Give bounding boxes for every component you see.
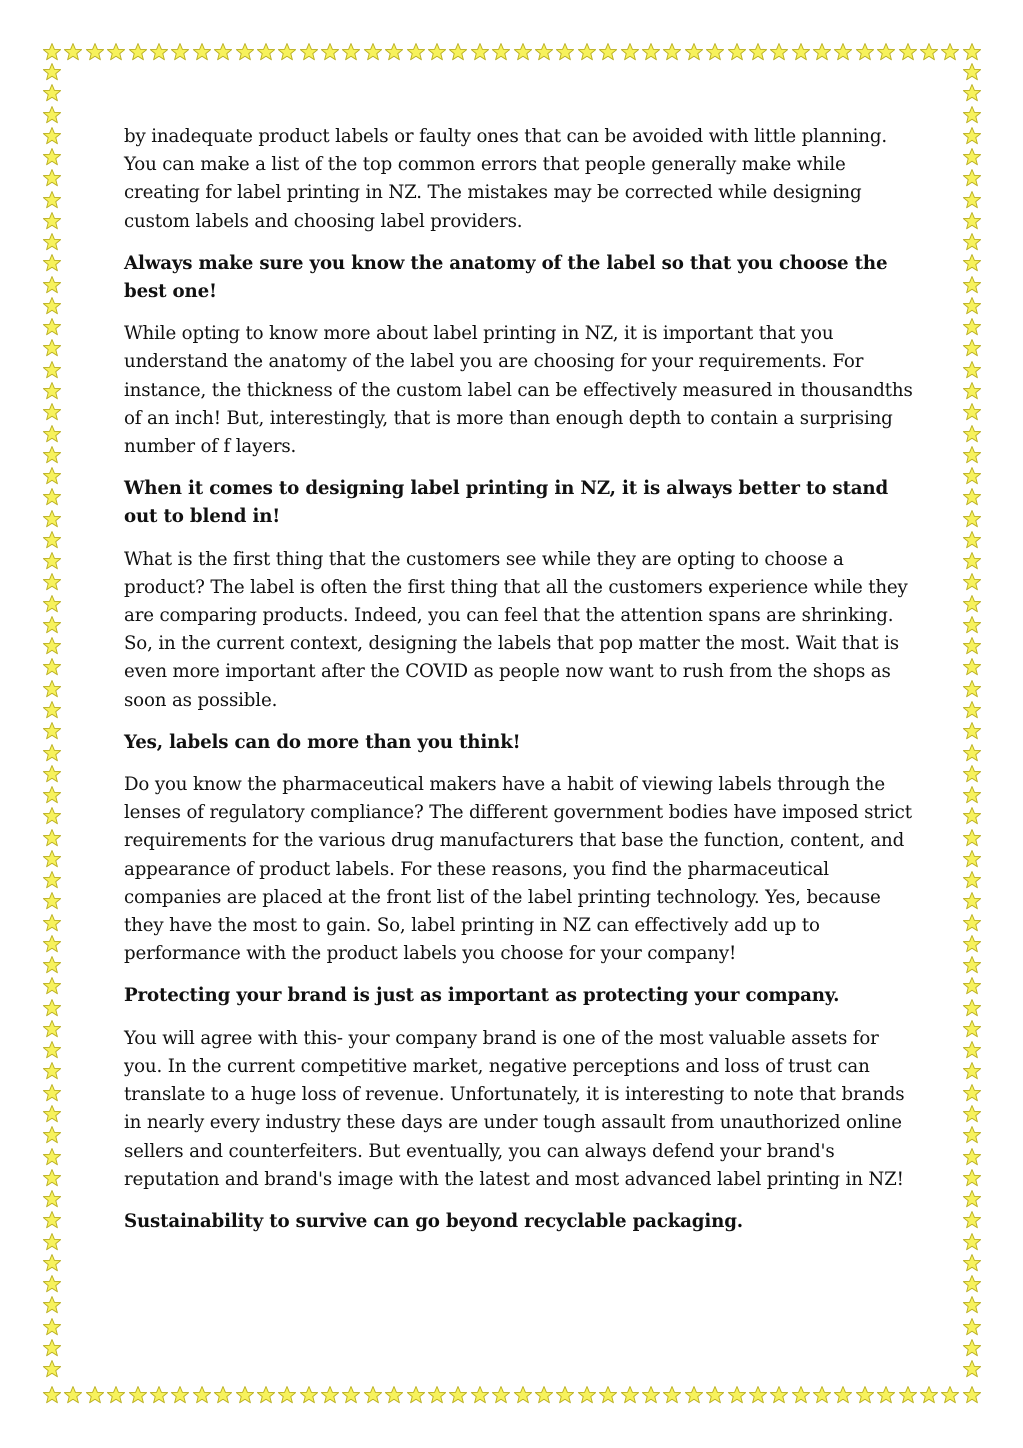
star-icon [42,1040,62,1060]
star-icon [962,1019,982,1039]
star-icon [42,1083,62,1103]
star-icon [42,1019,62,1039]
star-icon [170,42,190,62]
star-icon [42,338,62,358]
star-icon [962,487,982,507]
star-icon [962,657,982,677]
paragraph-stand-out: What is the first thing that the customers see while they are opting to choose a product? The label is often the first thing that all the customers experience while they are comparing products. Indeed, you can feel that the attention spans are shrinking. So, in the current context, designing the labels that pop matter the most. Wait that is even more important after the COVID as people now want to rush from the shops as soon as possible. [124,548,908,711]
star-icon [833,1385,853,1405]
star-icon [962,572,982,592]
star-icon [962,1295,982,1315]
star-icon [320,1385,340,1405]
star-icon [42,721,62,741]
star-icon [962,785,982,805]
star-icon [769,42,789,62]
paragraph-protecting-brand: You will agree with this- your company brand is one of the most valuable assets for you. In the current competitive market, negative perceptions and loss of trust can translate to a huge loss of revenue. Unfortunately, it is interesting to note that brands in nearly every industry these days are under tough assault from unauthorized online sellers and counterfeiters. But eventually, you can always defend your brand's reputation and brand's image with the latest and most advanced label printing in NZ! [124,1027,905,1190]
star-icon [962,721,982,741]
star-icon [898,1385,918,1405]
heading-anatomy: Always make sure you know the anatomy of the label so that you choose the best one! [124,252,888,303]
star-icon [42,253,62,273]
star-icon [962,743,982,763]
star-icon [42,1317,62,1337]
star-icon [42,42,62,62]
star-icon [491,42,511,62]
star-icon [962,976,982,996]
star-icon [962,594,982,614]
star-icon [192,42,212,62]
heading-labels-do-more: Yes, labels can do more than you think! [124,731,521,753]
star-icon [962,317,982,337]
star-icon [42,657,62,677]
star-icon [406,1385,426,1405]
star-icon [962,105,982,125]
star-icon [170,1385,190,1405]
star-icon [491,1385,511,1405]
star-icon [42,360,62,380]
star-icon [727,42,747,62]
star-icon [919,1385,939,1405]
star-icon [534,42,554,62]
star-icon [42,870,62,890]
star-icon [962,296,982,316]
star-icon [620,42,640,62]
star-icon [705,1385,725,1405]
star-icon [42,381,62,401]
star-icon [791,1385,811,1405]
star-icon [384,42,404,62]
star-icon [384,1385,404,1405]
star-icon [363,42,383,62]
star-icon [213,42,233,62]
star-icon [42,487,62,507]
star-icon [42,955,62,975]
paragraph-intro: by inadequate product labels or faulty ones that can be avoided with little planning. You can make a list of the top common errors that people generally make while creating for label printing in NZ. The mistakes may be corrected while designing custom labels and choosing label providers. [124,126,887,232]
star-icon [42,1061,62,1081]
star-icon [42,1295,62,1315]
star-icon [256,1385,276,1405]
star-icon [448,1385,468,1405]
star-icon [876,1385,896,1405]
star-icon [962,806,982,826]
star-icon [962,700,982,720]
star-icon [42,998,62,1018]
star-icon [42,615,62,635]
star-icon [555,1385,575,1405]
star-icon [962,147,982,167]
star-icon [42,572,62,592]
star-icon [42,105,62,125]
star-icon [962,870,982,890]
star-icon [812,42,832,62]
star-icon [855,42,875,62]
star-icon [42,296,62,316]
star-icon [962,360,982,380]
star-icon [192,1385,212,1405]
star-icon [962,402,982,422]
star-icon [42,1189,62,1209]
star-icon [42,402,62,422]
star-icon [149,1385,169,1405]
star-icon [833,42,853,62]
star-icon [277,1385,297,1405]
heading-stand-out: When it comes to designing label printing in NZ, it is always better to stand out to blend in! [124,478,889,528]
star-icon [513,1385,533,1405]
star-icon [128,42,148,62]
star-icon [876,42,896,62]
star-icon [427,1385,447,1405]
star-icon [962,551,982,571]
star-icon [641,42,661,62]
star-icon [962,1061,982,1081]
star-icon [42,828,62,848]
star-icon [705,42,725,62]
star-icon [962,168,982,188]
star-icon [962,1253,982,1273]
star-icon [42,551,62,571]
star-icon [42,1338,62,1358]
star-icon [42,976,62,996]
star-icon [962,1040,982,1060]
star-icon [42,700,62,720]
star-icon [106,1385,126,1405]
paragraph-labels-do-more: Do you know the pharmaceutical makers have a habit of viewing labels through the lenses of regulatory compliance? The different government bodies have imposed strict requirements for the various drug manufacturers that base the function, content, and appearance of product labels. For these reasons, you find the pharmaceutical companies are placed at the front list of the label printing technology. Yes, because they have the most to gain. So, label printing in NZ can effectively add up to performance with the product labels you choose for your company! [124,774,912,965]
star-icon [42,679,62,699]
star-icon [341,1385,361,1405]
star-icon [42,1253,62,1273]
star-icon [42,806,62,826]
star-icon [149,42,169,62]
star-icon [962,509,982,529]
star-icon [962,934,982,954]
star-icon [42,211,62,231]
star-icon [555,42,575,62]
star-icon [470,1385,490,1405]
star-icon [962,42,982,62]
star-icon [470,42,490,62]
star-icon [620,1385,640,1405]
star-icon [662,1385,682,1405]
star-icon [962,253,982,273]
heading-protecting-brand: Protecting your brand is just as important as protecting your company. [124,985,840,1007]
star-icon [85,1385,105,1405]
star-icon [962,1210,982,1230]
star-icon [42,891,62,911]
star-icon [727,1385,747,1405]
star-icon [962,1104,982,1124]
star-icon [42,594,62,614]
star-icon [42,1104,62,1124]
star-icon [962,1083,982,1103]
star-icon [42,232,62,252]
star-icon [363,1385,383,1405]
star-border-left [42,62,62,1380]
star-icon [962,381,982,401]
star-icon [235,42,255,62]
star-icon [962,615,982,635]
star-icon [962,1317,982,1337]
star-icon [42,743,62,763]
star-icon [898,42,918,62]
star-icon [42,424,62,444]
star-icon [962,764,982,784]
star-icon [42,1385,62,1405]
star-icon [940,42,960,62]
star-border-bottom [42,1385,982,1405]
star-icon [42,445,62,465]
star-icon [962,338,982,358]
star-icon [962,849,982,869]
star-icon [962,636,982,656]
star-icon [962,466,982,486]
star-icon [962,83,982,103]
star-icon [299,1385,319,1405]
star-icon [256,42,276,62]
star-icon [791,42,811,62]
star-icon [962,828,982,848]
star-icon [962,211,982,231]
star-icon [598,42,618,62]
star-icon [962,62,982,82]
star-icon [406,42,426,62]
star-icon [962,424,982,444]
star-icon [962,1274,982,1294]
star-icon [42,62,62,82]
star-icon [748,42,768,62]
star-icon [42,509,62,529]
star-icon [42,1274,62,1294]
star-icon [962,445,982,465]
star-icon [962,998,982,1018]
star-icon [427,42,447,62]
star-icon [962,1385,982,1405]
star-border-top [42,42,982,62]
star-icon [213,1385,233,1405]
document-body [124,123,914,1250]
star-icon [42,1125,62,1145]
star-icon [534,1385,554,1405]
star-icon [42,168,62,188]
star-icon [962,1189,982,1209]
star-icon [42,317,62,337]
star-icon [299,42,319,62]
star-icon [598,1385,618,1405]
star-icon [748,1385,768,1405]
star-icon [42,83,62,103]
star-icon [63,1385,83,1405]
star-icon [577,1385,597,1405]
star-icon [962,1125,982,1145]
star-icon [42,764,62,784]
star-icon [85,42,105,62]
star-icon [63,42,83,62]
star-icon [235,1385,255,1405]
star-icon [962,126,982,146]
star-icon [42,1210,62,1230]
star-icon [42,1359,62,1379]
star-icon [42,466,62,486]
star-icon [962,530,982,550]
star-icon [42,849,62,869]
star-icon [962,955,982,975]
star-icon [42,147,62,167]
star-icon [42,1168,62,1188]
star-icon [662,42,682,62]
star-icon [320,42,340,62]
star-icon [42,636,62,656]
star-icon [42,530,62,550]
star-icon [855,1385,875,1405]
star-icon [962,891,982,911]
star-icon [962,1147,982,1167]
star-icon [42,126,62,146]
star-icon [812,1385,832,1405]
star-icon [962,190,982,210]
star-icon [448,42,468,62]
star-icon [42,913,62,933]
star-icon [42,190,62,210]
star-icon [962,1232,982,1252]
star-icon [962,275,982,295]
heading-sustainability: Sustainability to survive can go beyond recyclable packaging. [124,1210,743,1232]
star-icon [940,1385,960,1405]
star-icon [106,42,126,62]
paragraph-anatomy: While opting to know more about label printing in NZ, it is important that you understand the anatomy of the label you are choosing for your requirements. For instance, the thickness of the custom label can be effectively measured in thousandths of an inch! But, interestingly, that is more than enough depth to contain a surprising number of f layers. [124,323,913,458]
star-icon [277,42,297,62]
star-icon [42,934,62,954]
star-icon [42,275,62,295]
star-icon [684,1385,704,1405]
star-icon [962,1359,982,1379]
star-icon [962,1168,982,1188]
star-icon [577,42,597,62]
star-icon [919,42,939,62]
star-icon [42,785,62,805]
star-icon [684,42,704,62]
star-icon [962,232,982,252]
star-icon [42,1232,62,1252]
star-icon [769,1385,789,1405]
star-icon [962,1338,982,1358]
star-icon [128,1385,148,1405]
star-border-right [962,62,982,1380]
star-icon [513,42,533,62]
star-icon [641,1385,661,1405]
star-icon [42,1147,62,1167]
star-icon [962,679,982,699]
star-icon [341,42,361,62]
star-icon [962,913,982,933]
